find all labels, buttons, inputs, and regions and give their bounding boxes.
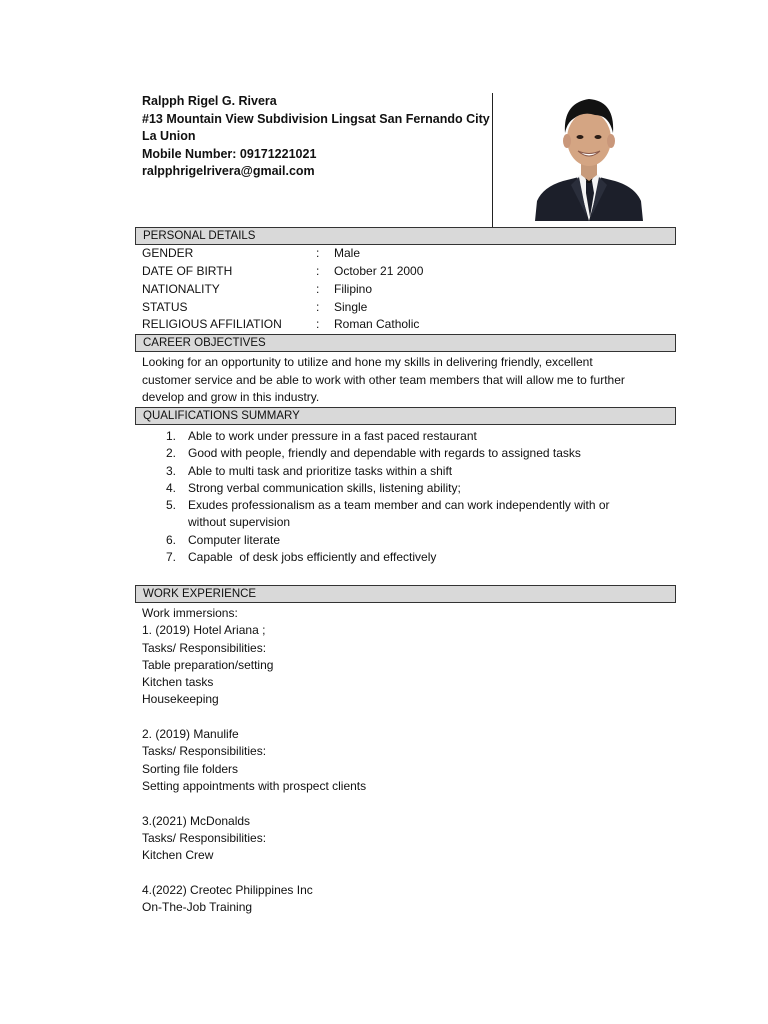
detail-value: Male bbox=[334, 246, 361, 260]
work-entry-title: 3.(2021) McDonalds bbox=[142, 813, 251, 828]
list-item-text: Exudes professionalism as a team member and can work independently with or bbox=[188, 498, 610, 513]
list-number: 5. bbox=[166, 498, 177, 513]
applicant-name: Ralpph Rigel G. Rivera bbox=[142, 94, 277, 108]
detail-separator: : bbox=[316, 300, 320, 314]
work-entry-title: 2. (2019) Manulife bbox=[142, 727, 239, 742]
qualifications-summary-heading: QUALIFICATIONS SUMMARY bbox=[135, 407, 676, 425]
detail-label: RELIGIOUS AFFILIATION bbox=[142, 317, 282, 331]
list-item bbox=[142, 428, 662, 445]
detail-value: Single bbox=[334, 300, 368, 314]
detail-separator: : bbox=[316, 246, 320, 260]
list-item-text: Strong verbal communication skills, listening ability; bbox=[188, 480, 461, 495]
list-number: 6. bbox=[166, 532, 177, 547]
list-item-text: Capable of desk jobs efficiently and effectively bbox=[188, 550, 437, 565]
detail-label: DATE OF BIRTH bbox=[142, 264, 233, 278]
objective-line: develop and grow in this industry. bbox=[142, 390, 320, 404]
work-entry-line: Sorting file folders bbox=[142, 761, 239, 776]
list-item bbox=[142, 532, 662, 549]
list-item-text: Good with people, friendly and dependable with regards to assigned tasks bbox=[188, 446, 581, 461]
mobile-number: Mobile Number: 09171221021 bbox=[142, 146, 317, 161]
work-entry-line: On-The-Job Training bbox=[142, 900, 253, 915]
work-experience-list bbox=[142, 605, 366, 916]
contact-header bbox=[142, 93, 490, 181]
detail-value: October 21 2000 bbox=[334, 264, 424, 278]
list-number: 4. bbox=[166, 480, 177, 495]
work-entry-title: 1. (2019) Hotel Ariana ; bbox=[142, 623, 266, 638]
address-line-1: #13 Mountain View Subdivision Lingsat San Fernando City bbox=[142, 111, 490, 126]
list-item bbox=[142, 463, 662, 480]
list-item bbox=[142, 549, 662, 566]
work-entry-title: 4.(2022) Creotec Philippines Inc bbox=[142, 882, 313, 897]
detail-separator: : bbox=[316, 264, 320, 278]
email-address: ralpphrigelrivera@gmail.com bbox=[142, 164, 315, 178]
spacer bbox=[142, 709, 366, 726]
spacer bbox=[142, 864, 366, 881]
work-entry-line: Tasks/ Responsibilities: bbox=[142, 830, 267, 845]
work-entry-line: Tasks/ Responsibilities: bbox=[142, 640, 267, 655]
work-entry-line: Kitchen Crew bbox=[142, 848, 214, 863]
detail-label: GENDER bbox=[142, 246, 194, 260]
detail-separator: : bbox=[316, 282, 320, 296]
address-line-2: La Union bbox=[142, 129, 196, 143]
work-intro: Work immersions: bbox=[142, 606, 238, 620]
list-number: 2. bbox=[166, 446, 177, 461]
list-item-text: without supervision bbox=[188, 515, 291, 530]
detail-label: STATUS bbox=[142, 300, 188, 314]
applicant-photo bbox=[533, 93, 645, 221]
objective-line: customer service and be able to work with other team members that will allow me to further bbox=[142, 372, 625, 387]
personal-details-heading: PERSONAL DETAILS bbox=[135, 227, 676, 245]
work-entry-line: Table preparation/setting bbox=[142, 657, 274, 672]
qualifications-list bbox=[142, 428, 662, 566]
spacer bbox=[142, 795, 366, 812]
detail-value: Filipino bbox=[334, 282, 373, 296]
career-objectives-heading: CAREER OBJECTIVES bbox=[135, 334, 676, 352]
work-entry-line: Setting appointments with prospect clients bbox=[142, 778, 367, 793]
work-entry-line: Housekeeping bbox=[142, 692, 219, 707]
list-item-text: Able to work under pressure in a fast paced restaurant bbox=[188, 429, 477, 443]
list-number: 7. bbox=[166, 550, 177, 565]
list-item bbox=[142, 445, 662, 462]
list-item-text: Able to multi task and prioritize tasks within a shift bbox=[188, 463, 453, 478]
detail-label: NATIONALITY bbox=[142, 282, 220, 296]
list-item bbox=[142, 497, 662, 532]
work-entry-line: Tasks/ Responsibilities: bbox=[142, 744, 267, 759]
list-number: 3. bbox=[166, 463, 177, 478]
list-item bbox=[142, 480, 662, 497]
list-number: 1. bbox=[166, 429, 177, 443]
detail-separator: : bbox=[316, 317, 320, 331]
career-objectives-text bbox=[142, 354, 625, 407]
objective-line: Looking for an opportunity to utilize and hone my skills in delivering friendly, excellent bbox=[142, 355, 593, 369]
detail-value: Roman Catholic bbox=[334, 317, 420, 331]
header-divider bbox=[492, 93, 493, 227]
work-experience-heading: WORK EXPERIENCE bbox=[135, 585, 676, 603]
work-entry-line: Kitchen tasks bbox=[142, 675, 214, 690]
list-item-text: Computer literate bbox=[188, 532, 281, 547]
